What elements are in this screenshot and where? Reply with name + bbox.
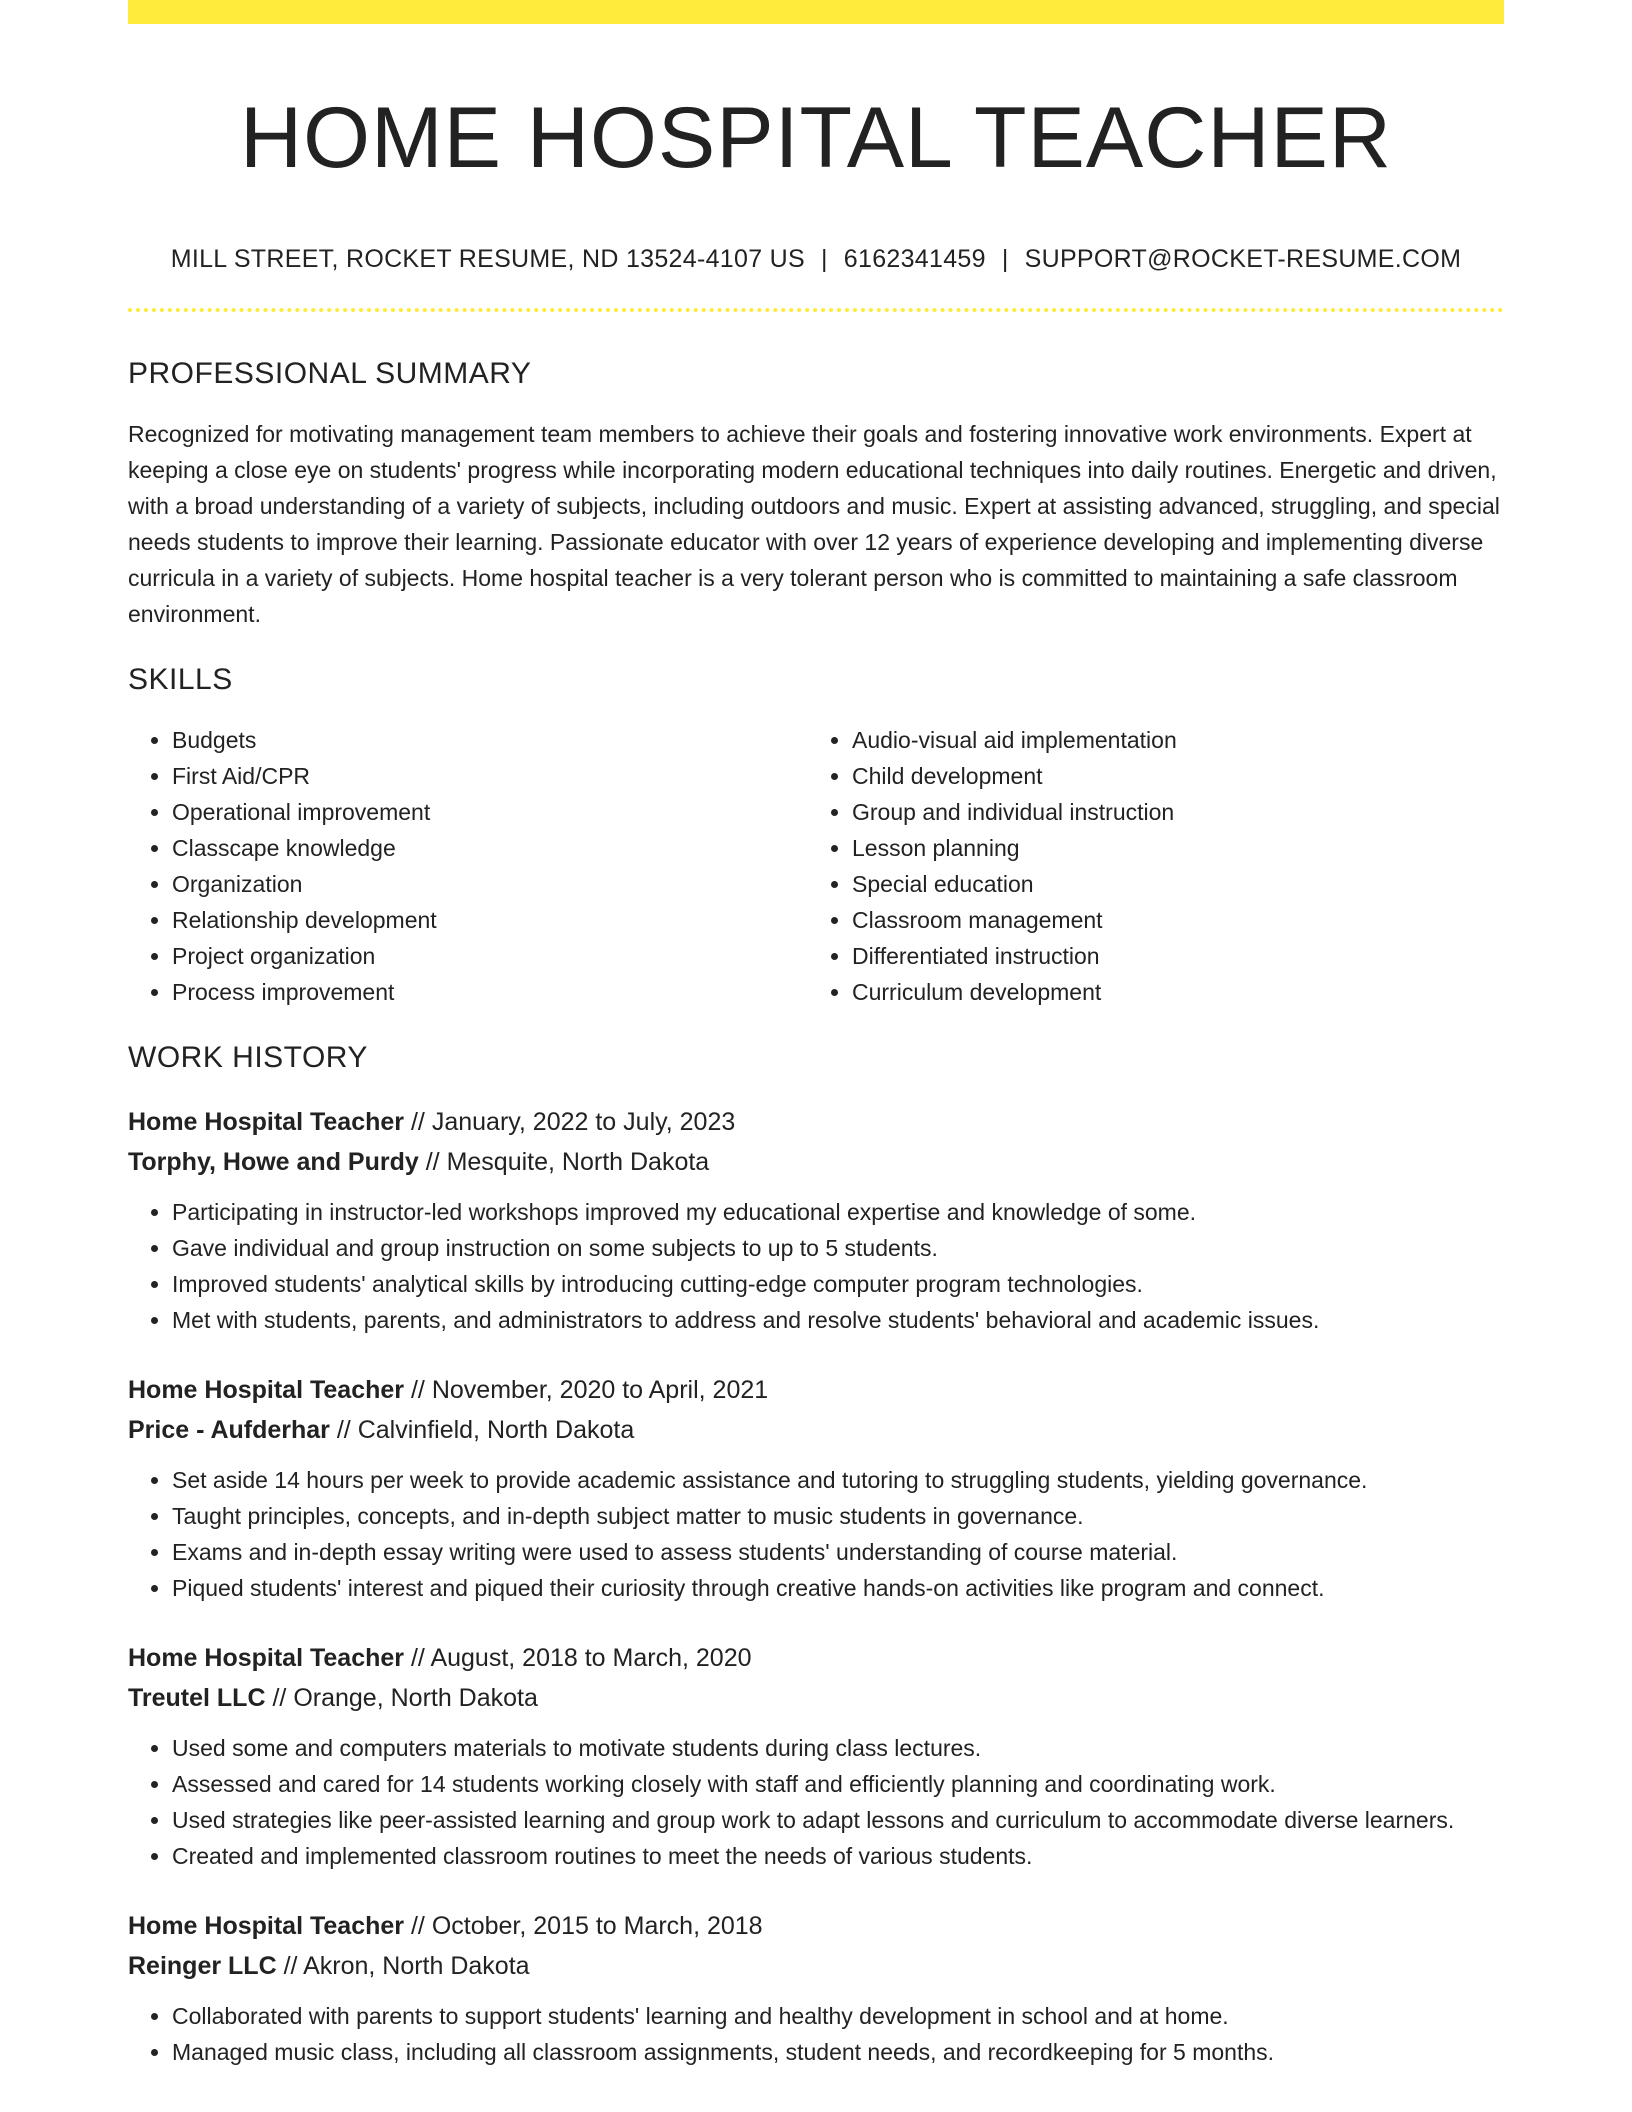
job-location: Orange, North Dakota bbox=[293, 1684, 538, 1712]
job-dates: November, 2020 to April, 2021 bbox=[431, 1376, 769, 1404]
resume-page bbox=[128, 0, 1504, 2070]
work-history-list bbox=[128, 1102, 1504, 2070]
job-company-line bbox=[128, 1142, 1504, 1182]
skill-item: • Operational improvement bbox=[172, 794, 808, 830]
contact-email: SUPPORT@ROCKET-RESUME.COM bbox=[1024, 245, 1462, 273]
job-dates: October, 2015 to March, 2018 bbox=[431, 1912, 763, 1940]
job-bullet: • Exams and in-depth essay writing were used to assess students' understanding of course material. bbox=[172, 1534, 1504, 1570]
job-role: Home Hospital Teacher bbox=[128, 1108, 405, 1136]
job-separator: // bbox=[283, 1952, 298, 1980]
skill-item: • Budgets bbox=[172, 722, 808, 758]
contact-phone: 6162341459 bbox=[843, 245, 986, 273]
job-role: Home Hospital Teacher bbox=[128, 1376, 405, 1404]
job-entry bbox=[128, 1102, 1504, 1338]
job-company: Reinger LLC bbox=[128, 1952, 277, 1980]
job-location: Calvinfield, North Dakota bbox=[357, 1416, 635, 1444]
contact-separator: | bbox=[1001, 245, 1009, 273]
summary-text: Recognized for motivating management team members to achieve their goals and fostering innovative work environments. Expert at keeping a close eye on students' progress while incorporating modern educational techniques into daily routines. Energetic and driven, with a broad understanding of a variety of subjects, including outdoors and music. Expert at assisting advanced, struggling, and special needs students to improve their learning. Passionate educator with over 12 years of experience developing and implementing diverse curricula in a variety of subjects. Home hospital teacher is a very tolerant person who is committed to maintaining a safe classroom environment. bbox=[128, 421, 1500, 627]
contact-line bbox=[128, 244, 1504, 274]
job-entry bbox=[128, 1370, 1504, 1606]
contact-address: MILL STREET, ROCKET RESUME, ND 13524-4107 US bbox=[170, 245, 805, 273]
job-company-line bbox=[128, 1946, 1504, 1986]
job-bullet: • Created and implemented classroom routines to meet the needs of various students. bbox=[172, 1838, 1504, 1874]
skills-column-right bbox=[808, 722, 1488, 1010]
job-bullets bbox=[128, 1194, 1504, 1338]
job-separator: // bbox=[336, 1416, 351, 1444]
job-company: Price - Aufderhar bbox=[128, 1416, 330, 1444]
skill-item: • Child development bbox=[852, 758, 1488, 794]
skill-item: • Process improvement bbox=[172, 974, 808, 1010]
skill-item: • Audio-visual aid implementation bbox=[852, 722, 1488, 758]
job-separator: // bbox=[410, 1376, 425, 1404]
job-separator: // bbox=[410, 1108, 425, 1136]
job-separator: // bbox=[410, 1644, 425, 1672]
skill-item: • Curriculum development bbox=[852, 974, 1488, 1010]
job-entry bbox=[128, 1906, 1504, 2070]
job-company-line bbox=[128, 1410, 1504, 1450]
job-title-line bbox=[128, 1906, 1504, 1946]
skill-item: • Classroom management bbox=[852, 902, 1488, 938]
skills-list bbox=[128, 722, 1504, 1010]
job-bullets bbox=[128, 1462, 1504, 1606]
job-bullets bbox=[128, 1730, 1504, 1874]
job-bullet: • Collaborated with parents to support students' learning and healthy development in school and at home. bbox=[172, 1998, 1504, 2034]
job-bullet: • Gave individual and group instruction on some subjects to up to 5 students. bbox=[172, 1230, 1504, 1266]
job-bullet: • Taught principles, concepts, and in-depth subject matter to music students in governance. bbox=[172, 1498, 1504, 1534]
skill-item: • Relationship development bbox=[172, 902, 808, 938]
job-company: Torphy, Howe and Purdy bbox=[128, 1148, 419, 1176]
job-bullet: • Improved students' analytical skills by introducing cutting-edge computer program technologies. bbox=[172, 1266, 1504, 1302]
job-company-line bbox=[128, 1678, 1504, 1718]
job-dates: January, 2022 to July, 2023 bbox=[431, 1108, 736, 1136]
job-location: Akron, North Dakota bbox=[303, 1952, 530, 1980]
skill-item: • First Aid/CPR bbox=[172, 758, 808, 794]
job-entry bbox=[128, 1638, 1504, 1874]
job-bullet: • Managed music class, including all classroom assignments, student needs, and recordkeeping for 5 months. bbox=[172, 2034, 1504, 2070]
contact-separator: | bbox=[820, 245, 828, 273]
job-location: Mesquite, North Dakota bbox=[446, 1148, 710, 1176]
job-bullet: • Used some and computers materials to motivate students during class lectures. bbox=[172, 1730, 1504, 1766]
job-bullet: • Participating in instructor-led workshops improved my educational expertise and knowledge of some. bbox=[172, 1194, 1504, 1230]
job-bullet: • Piqued students' interest and piqued their curiosity through creative hands-on activities like program and connect. bbox=[172, 1570, 1504, 1606]
work-history-heading: WORK HISTORY bbox=[128, 1041, 368, 1074]
job-bullet: • Set aside 14 hours per week to provide academic assistance and tutoring to struggling students, yielding governance. bbox=[172, 1462, 1504, 1498]
skill-item: • Classcape knowledge bbox=[172, 830, 808, 866]
job-title-line bbox=[128, 1102, 1504, 1142]
skill-item: • Special education bbox=[852, 866, 1488, 902]
job-bullet: • Used strategies like peer-assisted learning and group work to adapt lessons and curriculum to accommodate diverse learners. bbox=[172, 1802, 1504, 1838]
dotted-divider bbox=[128, 308, 1504, 312]
accent-top-bar bbox=[128, 0, 1504, 24]
job-separator: // bbox=[425, 1148, 440, 1176]
job-role: Home Hospital Teacher bbox=[128, 1912, 405, 1940]
skills-column-left bbox=[128, 722, 808, 1010]
job-bullets bbox=[128, 1998, 1504, 2070]
summary-heading: PROFESSIONAL SUMMARY bbox=[128, 357, 532, 390]
skill-item: • Differentiated instruction bbox=[852, 938, 1488, 974]
job-bullet: • Met with students, parents, and administrators to address and resolve students' behavioral and academic issues. bbox=[172, 1302, 1504, 1338]
resume-name: HOME HOSPITAL TEACHER bbox=[240, 90, 1392, 186]
job-separator: // bbox=[410, 1912, 425, 1940]
skills-heading: SKILLS bbox=[128, 663, 233, 696]
job-separator: // bbox=[272, 1684, 287, 1712]
job-company: Treutel LLC bbox=[128, 1684, 266, 1712]
job-title-line bbox=[128, 1638, 1504, 1678]
skill-item: • Group and individual instruction bbox=[852, 794, 1488, 830]
job-dates: August, 2018 to March, 2020 bbox=[430, 1644, 752, 1672]
skill-item: • Project organization bbox=[172, 938, 808, 974]
job-title-line bbox=[128, 1370, 1504, 1410]
job-bullet: • Assessed and cared for 14 students working closely with staff and efficiently planning and coordinating work. bbox=[172, 1766, 1504, 1802]
skill-item: • Lesson planning bbox=[852, 830, 1488, 866]
skill-item: • Organization bbox=[172, 866, 808, 902]
job-role: Home Hospital Teacher bbox=[128, 1644, 405, 1672]
